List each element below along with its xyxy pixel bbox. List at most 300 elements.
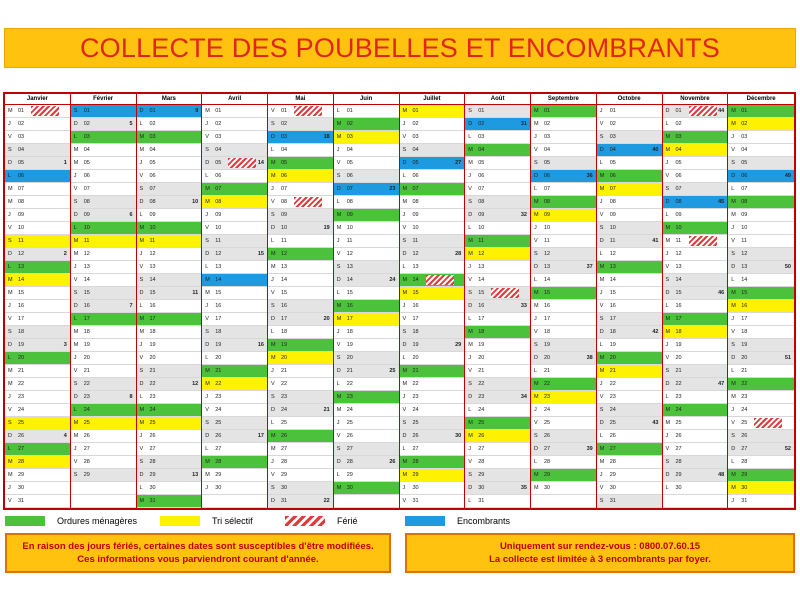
day-number: 22 — [215, 381, 222, 387]
day-cell — [137, 482, 202, 495]
day-letter: L — [468, 134, 472, 140]
day-cell — [597, 105, 662, 118]
day-letter: J — [599, 108, 603, 114]
day-letter: L — [8, 446, 12, 452]
day-cell — [71, 469, 136, 482]
day-cell — [334, 209, 399, 222]
day-cell — [268, 313, 333, 326]
day-letter: L — [8, 173, 12, 179]
day-letter: M — [468, 251, 473, 257]
day-letter: V — [731, 329, 735, 335]
calendar-grid — [3, 92, 796, 510]
day-letter: V — [665, 355, 670, 361]
day-cell — [663, 365, 728, 378]
week-number: 31 — [520, 121, 527, 127]
day-number: 06 — [478, 173, 485, 179]
day-cell — [597, 222, 662, 235]
day-cell — [728, 209, 794, 222]
day-letter: S — [599, 134, 604, 140]
day-cell — [268, 157, 333, 170]
day-cell — [268, 495, 333, 508]
day-cell — [334, 313, 399, 326]
day-cell — [728, 248, 794, 261]
day-cell — [465, 157, 530, 170]
day-cell — [202, 469, 267, 482]
day-number: 19 — [412, 342, 419, 348]
day-letter: L — [271, 238, 275, 244]
day-letter: J — [73, 446, 77, 452]
day-number: 05 — [281, 160, 288, 166]
week-number: 43 — [652, 420, 659, 426]
day-letter: D — [402, 160, 407, 166]
day-cell — [71, 209, 136, 222]
day-number: 16 — [281, 303, 288, 309]
day-cell — [202, 248, 267, 261]
day-cell — [334, 326, 399, 339]
day-number: 27 — [18, 446, 25, 452]
day-letter: M — [336, 407, 342, 413]
day-letter: M — [336, 212, 342, 218]
day-cell — [334, 495, 399, 508]
day-cell — [400, 300, 465, 313]
day-number: 03 — [609, 134, 616, 140]
day-number: 22 — [544, 381, 551, 387]
day-number: 13 — [478, 264, 485, 270]
day-number: 27 — [215, 446, 222, 452]
day-letter: S — [205, 147, 209, 153]
day-cell — [202, 287, 267, 300]
day-number: 15 — [281, 290, 288, 296]
day-cell — [400, 365, 465, 378]
day-cell — [5, 404, 70, 417]
day-number: 04 — [675, 147, 682, 153]
day-letter: J — [271, 368, 274, 374]
day-cell — [531, 183, 596, 196]
day-cell — [728, 118, 794, 131]
page-title: COLLECTE DES POUBELLES ET ENCOMBRANTS — [79, 32, 721, 63]
day-cell — [268, 365, 333, 378]
title-banner — [4, 28, 796, 68]
day-number: 17 — [609, 316, 616, 322]
day-letter: D — [665, 290, 670, 296]
week-number: 44 — [718, 108, 725, 114]
day-number: 07 — [281, 186, 288, 192]
day-cell — [531, 391, 596, 404]
day-cell — [663, 118, 728, 131]
day-letter: M — [205, 368, 210, 374]
month-header: Février — [71, 94, 136, 105]
day-letter: V — [271, 199, 275, 205]
day-letter: D — [402, 433, 407, 439]
day-cell — [597, 261, 662, 274]
day-number: 27 — [544, 446, 551, 452]
day-cell — [531, 209, 596, 222]
month-header: Octobre — [597, 94, 662, 105]
day-number: 04 — [215, 147, 222, 153]
day-cell — [137, 183, 202, 196]
day-letter: S — [731, 433, 735, 439]
day-cell — [728, 443, 794, 456]
day-cell — [728, 404, 794, 417]
day-cell — [728, 378, 794, 391]
day-letter: S — [731, 342, 735, 348]
day-cell — [334, 352, 399, 365]
day-letter: J — [73, 355, 77, 361]
day-letter: S — [468, 472, 472, 478]
day-letter: S — [336, 446, 341, 452]
day-cell — [5, 352, 70, 365]
day-cell — [71, 131, 136, 144]
day-number: 10 — [675, 225, 682, 231]
day-number: 07 — [18, 186, 25, 192]
day-number: 28 — [346, 459, 353, 465]
day-letter: V — [336, 251, 341, 257]
day-letter: M — [139, 134, 145, 140]
day-number: 12 — [281, 251, 288, 257]
day-cell — [597, 365, 662, 378]
day-cell — [400, 261, 465, 274]
day-number: 20 — [412, 355, 419, 361]
day-number: 06 — [675, 173, 682, 179]
day-number: 05 — [149, 160, 156, 166]
day-letter: M — [271, 355, 276, 361]
note-right-line1: Uniquement sur rendez-vous : 0800.07.60.15 — [499, 541, 701, 552]
day-letter: S — [665, 368, 670, 374]
day-letter: S — [205, 329, 209, 335]
day-number: 13 — [149, 264, 156, 270]
day-cell — [465, 339, 530, 352]
week-number: 8 — [129, 394, 133, 400]
day-number: 16 — [412, 303, 419, 309]
day-letter: M — [205, 108, 210, 114]
day-number: 12 — [675, 251, 682, 257]
day-number: 22 — [346, 381, 353, 387]
day-number: 30 — [346, 485, 353, 491]
day-letter: V — [8, 225, 12, 231]
day-letter: V — [731, 238, 735, 244]
day-number: 28 — [281, 459, 288, 465]
day-cell — [137, 287, 202, 300]
day-letter: J — [402, 394, 406, 400]
day-letter: S — [73, 199, 78, 205]
day-letter: M — [8, 108, 13, 114]
week-number: 17 — [257, 433, 264, 439]
day-number: 09 — [18, 212, 25, 218]
day-letter: V — [73, 186, 78, 192]
day-letter: M — [205, 290, 210, 296]
day-cell — [5, 378, 70, 391]
day-letter: J — [271, 186, 274, 192]
day-letter: D — [402, 251, 407, 257]
day-cell — [531, 352, 596, 365]
day-number: 10 — [346, 225, 353, 231]
day-number: 23 — [149, 394, 156, 400]
day-number: 13 — [544, 264, 551, 270]
day-number: 10 — [83, 225, 90, 231]
legend-ordures — [5, 514, 137, 528]
day-number: 18 — [741, 329, 748, 335]
day-cell — [268, 456, 333, 469]
day-number: 15 — [544, 290, 551, 296]
day-number: 22 — [609, 381, 616, 387]
day-number: 01 — [18, 108, 25, 114]
day-cell — [531, 313, 596, 326]
month-column-1 — [5, 94, 71, 508]
day-number: 03 — [544, 134, 551, 140]
day-number: 05 — [83, 160, 90, 166]
day-letter: M — [599, 459, 605, 465]
day-cell — [663, 196, 728, 209]
day-letter: J — [731, 316, 734, 322]
day-cell — [268, 105, 333, 118]
day-letter: M — [534, 199, 539, 205]
day-number: 07 — [149, 186, 156, 192]
day-cell — [71, 378, 136, 391]
day-number: 14 — [149, 277, 156, 283]
day-letter: M — [665, 316, 671, 322]
day-letter: L — [205, 355, 209, 361]
day-letter: L — [139, 303, 143, 309]
day-cell — [663, 105, 728, 118]
day-letter: D — [271, 498, 275, 504]
day-cell — [597, 352, 662, 365]
day-number: 04 — [478, 147, 485, 153]
day-letter: D — [139, 199, 144, 205]
day-cell — [728, 196, 794, 209]
day-cell — [728, 287, 794, 300]
day-letter: J — [205, 485, 208, 491]
day-cell — [531, 144, 596, 157]
week-number: 18 — [323, 134, 330, 140]
day-cell — [663, 157, 728, 170]
day-number: 18 — [83, 329, 90, 335]
day-cell — [334, 404, 399, 417]
day-number: 14 — [478, 277, 485, 283]
day-cell — [400, 157, 465, 170]
month-header: Août — [465, 94, 530, 105]
day-letter: V — [402, 316, 407, 322]
day-number: 21 — [346, 368, 353, 374]
day-number: 29 — [149, 472, 156, 478]
day-cell — [728, 170, 794, 183]
day-cell — [663, 456, 728, 469]
day-letter: D — [8, 160, 12, 166]
day-cell — [202, 235, 267, 248]
day-cell — [334, 417, 399, 430]
day-cell — [334, 391, 399, 404]
day-number: 25 — [149, 420, 156, 426]
day-number: 01 — [281, 108, 288, 114]
day-number: 20 — [281, 355, 288, 361]
day-letter: S — [8, 420, 12, 426]
day-number: 19 — [281, 342, 288, 348]
day-number: 10 — [544, 225, 551, 231]
day-cell — [400, 183, 465, 196]
day-letter: J — [139, 160, 143, 166]
week-number: 42 — [652, 329, 659, 335]
day-number: 11 — [544, 238, 550, 244]
day-cell — [5, 495, 70, 508]
day-cell — [597, 482, 662, 495]
day-letter: V — [8, 134, 12, 140]
day-cell — [728, 339, 794, 352]
week-number: 33 — [520, 303, 527, 309]
day-number: 17 — [149, 316, 156, 322]
day-letter: J — [73, 173, 77, 179]
day-letter: M — [8, 472, 13, 478]
day-number: 23 — [609, 394, 616, 400]
day-cell — [663, 235, 728, 248]
day-number: 14 — [675, 277, 682, 283]
day-cell — [5, 209, 70, 222]
day-cell — [597, 404, 662, 417]
day-letter: L — [534, 368, 538, 374]
day-letter: M — [336, 303, 342, 309]
day-cell — [597, 326, 662, 339]
day-cell — [728, 469, 794, 482]
day-number: 31 — [609, 498, 616, 504]
day-number: 21 — [83, 368, 90, 374]
day-number: 31 — [412, 498, 419, 504]
week-number: 38 — [586, 355, 593, 361]
day-number: 23 — [83, 394, 90, 400]
day-letter: M — [599, 186, 605, 192]
day-letter: M — [139, 238, 145, 244]
day-letter: L — [205, 264, 209, 270]
week-number: 48 — [718, 472, 725, 478]
month-column-10 — [597, 94, 663, 508]
day-cell — [71, 365, 136, 378]
day-letter: L — [599, 160, 603, 166]
day-cell — [137, 105, 202, 118]
day-cell — [5, 482, 70, 495]
day-number: 25 — [478, 420, 485, 426]
day-letter: M — [402, 186, 408, 192]
day-cell — [71, 118, 136, 131]
day-letter: L — [271, 329, 275, 335]
day-number: 22 — [149, 381, 156, 387]
day-number: 12 — [478, 251, 485, 257]
day-cell — [465, 131, 530, 144]
day-cell — [663, 430, 728, 443]
week-number: 30 — [455, 433, 462, 439]
day-letter: L — [468, 498, 472, 504]
day-cell — [71, 495, 136, 508]
day-cell — [268, 235, 333, 248]
day-letter: D — [205, 160, 210, 166]
day-letter: L — [665, 212, 669, 218]
day-letter: L — [468, 407, 472, 413]
day-cell — [137, 404, 202, 417]
day-number: 15 — [346, 290, 353, 296]
day-number: 08 — [346, 199, 353, 205]
day-number: 22 — [741, 381, 748, 387]
day-cell — [137, 274, 202, 287]
day-cell — [137, 222, 202, 235]
day-cell — [137, 495, 202, 508]
day-number: 01 — [346, 108, 353, 114]
day-cell — [268, 196, 333, 209]
day-cell — [465, 430, 530, 443]
day-cell — [202, 131, 267, 144]
day-cell — [400, 209, 465, 222]
day-letter: M — [73, 342, 79, 348]
day-cell — [597, 274, 662, 287]
day-letter: L — [402, 446, 406, 452]
day-cell — [5, 469, 70, 482]
day-letter: D — [271, 316, 275, 322]
day-cell — [202, 482, 267, 495]
day-number: 31 — [18, 498, 25, 504]
week-number: 51 — [784, 355, 791, 361]
day-letter: J — [139, 251, 143, 257]
legend — [5, 514, 795, 528]
day-letter: V — [139, 446, 144, 452]
day-number: 01 — [675, 108, 682, 114]
day-cell — [465, 183, 530, 196]
day-number: 13 — [215, 264, 222, 270]
day-letter: S — [599, 225, 604, 231]
day-letter: S — [205, 420, 209, 426]
day-cell — [71, 482, 136, 495]
day-number: 10 — [478, 225, 485, 231]
day-number: 30 — [609, 485, 616, 491]
day-letter: D — [336, 368, 341, 374]
day-cell — [5, 118, 70, 131]
day-cell — [663, 495, 728, 508]
day-cell — [202, 300, 267, 313]
day-cell — [728, 131, 794, 144]
day-cell — [202, 274, 267, 287]
day-cell — [202, 196, 267, 209]
week-number: 52 — [784, 446, 791, 452]
day-number: 11 — [478, 238, 484, 244]
day-cell — [202, 144, 267, 157]
day-cell — [465, 313, 530, 326]
day-number: 28 — [18, 459, 25, 465]
day-letter: V — [468, 459, 472, 465]
day-number: 08 — [18, 199, 25, 205]
day-number: 04 — [281, 147, 288, 153]
day-letter: M — [534, 290, 539, 296]
month-column-7 — [400, 94, 466, 508]
day-number: 17 — [412, 316, 419, 322]
day-cell — [71, 391, 136, 404]
day-cell — [531, 456, 596, 469]
week-number: 25 — [389, 368, 396, 374]
day-number: 17 — [675, 316, 682, 322]
day-cell — [137, 118, 202, 131]
day-cell — [334, 157, 399, 170]
note-left — [5, 533, 391, 573]
day-letter: L — [336, 290, 340, 296]
day-letter: M — [336, 121, 342, 127]
day-cell — [663, 352, 728, 365]
day-letter: M — [468, 147, 473, 153]
day-letter: J — [73, 264, 77, 270]
day-letter: M — [534, 303, 539, 309]
day-cell — [597, 300, 662, 313]
day-letter: M — [468, 329, 473, 335]
day-cell — [334, 300, 399, 313]
day-letter: J — [534, 316, 537, 322]
day-number: 09 — [281, 212, 288, 218]
week-number: 23 — [389, 186, 396, 192]
day-number: 02 — [83, 121, 90, 127]
day-cell — [71, 222, 136, 235]
day-cell — [663, 404, 728, 417]
day-cell — [728, 495, 794, 508]
